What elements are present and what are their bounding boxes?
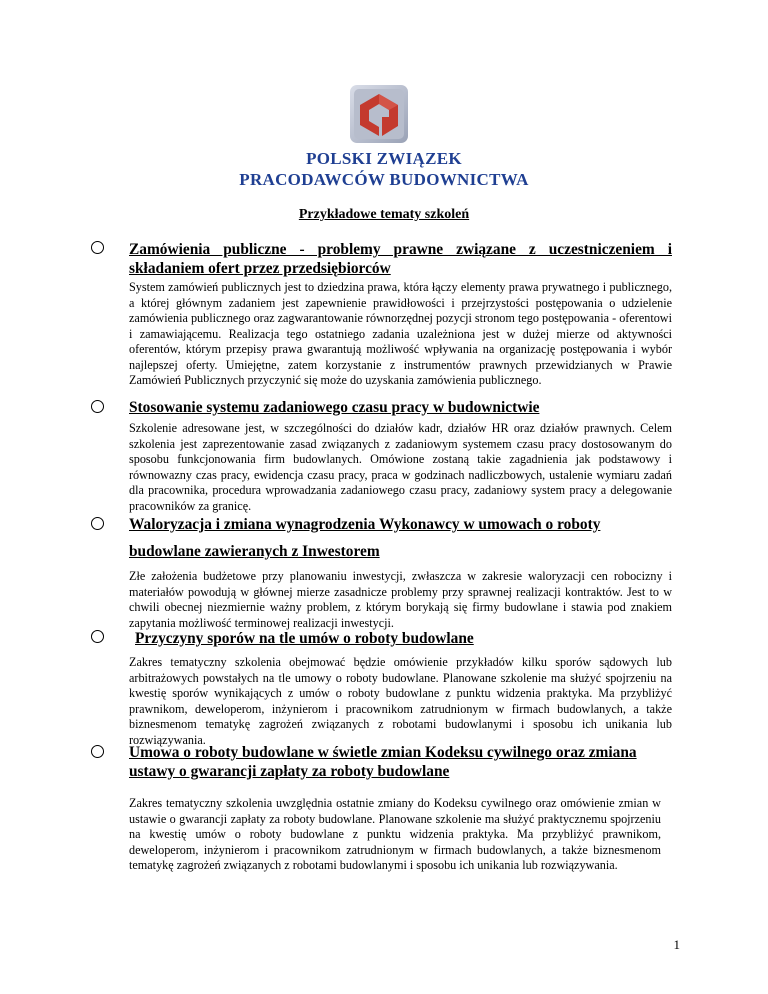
page-number: 1 — [673, 937, 680, 952]
topic-description: Złe założenia budżetowe przy planowaniu inwestycji, zwłaszcza w zakresie waloryzacji cen robocizny i materiałów powodują w głównej mierze zasadnicze problemy przy sprawnej realizacji kontraktów. Jest to w chwili obecnej niezmiernie ważny problem, z którym borykają się firmy budowlane i stawia pod znakiem zapytania możliwość terminowej realizacji inwestycji. — [129, 569, 672, 630]
bullet-icon — [91, 630, 104, 643]
topic-heading-line: Umowa o roboty budowlane w świetle zmian Kodeksu cywilnego oraz zmiana — [129, 744, 637, 761]
topic-heading — [129, 515, 672, 561]
topic-heading — [135, 629, 678, 648]
org-name-line-1: POLSKI ZWIĄZEK — [306, 149, 462, 168]
topic-heading — [129, 398, 672, 417]
bullet-icon — [91, 745, 104, 758]
pzpb-logo — [349, 84, 409, 144]
topic-heading-line: Stosowanie systemu zadaniowego czasu pracy w budownictwie — [129, 399, 540, 416]
topic-description: Zakres tematyczny szkolenia uwzględnia ostatnie zmiany do Kodeksu cywilnego oraz omówienie zmian w ustawie o gwarancji zapłaty za roboty budowlane. Planowane szkolenie ma służyć praktycznemu spojrzeniu na kwestię umów o roboty budowlane z punktu widzenia praktyka. Ma przybliżyć prawnikom, deweloperom, inżynierom i pracownikom zatrudnionym w firmach budowlanych, a także biznesmenom tematykę zagrożeń związanych z robotami budowlanymi i sposobu ich unikania lub rozwiązywania. — [129, 796, 661, 872]
topic-description: Zakres tematyczny szkolenia obejmować będzie omówienie przykładów kilku sporów sądowych lub arbitrażowych powstałych na tle umowy o roboty budowlane. Planowane szkolenie ma służyć spojrzeniu na kwestię sporów wynikających z umów o roboty budowlane z punktu widzenia praktyka. Ma przybliżyć prawnikom, deweloperom, inżynierom i pracownikom zatrudnionym w firmach budowlanych, a także biznesmenom tematykę zagrożeń związanych z robotami budowlanymi i sposobu ich unikania lub rozwiązywania. — [129, 655, 672, 747]
topic-heading — [129, 743, 672, 781]
org-name-line-2: PRACODAWCÓW BUDOWNICTWA — [239, 170, 529, 189]
topic-description: System zamówień publicznych jest to dziedzina prawa, która łączy elementy prawa prywatnego i publicznego, a której głównym zadaniem jest zapewnienie prawidłowości i przejrzystości postępowania o udzielenie zamówienia publicznego oraz zagwarantowanie równorzędnej pozycji stronom tego postępowania - oferentowi i zamawiającemu. Realizacja tego ostatniego zadania uzależniona jest w dużej mierze od aktywności oferentów, którym przepisy prawa gwarantują możliwość wpływania na organizację postępowania i wybór najlepszej oferty. Umiejętne, zatem korzystanie z instrumentów prawnych przewidzianych w Prawie Zamówień Publicznych przyczynić się może do uzyskania zamówienia publicznego. — [129, 280, 672, 387]
topic-heading-line: Waloryzacja i zmiana wynagrodzenia Wykonawcy w umowach o roboty — [129, 516, 601, 533]
document-title: Przykładowe tematy szkoleń — [298, 207, 470, 222]
topic-heading — [129, 240, 672, 278]
topic-heading-line: Przyczyny sporów na tle umów o roboty budowlane — [135, 630, 474, 647]
topic-heading-line: budowlane zawieranych z Inwestorem — [129, 543, 380, 560]
topic-heading-line: ustawy o gwarancji zapłaty za roboty budowlane — [129, 763, 450, 780]
bullet-icon — [91, 241, 104, 254]
bullet-icon — [91, 400, 104, 413]
topic-heading-line: składaniem ofert przez przedsiębiorców — [129, 260, 391, 277]
topic-description: Szkolenie adresowane jest, w szczególności do działów kadr, działów HR oraz działów prawnych. Celem szkolenia jest zaprezentowanie zasad związanych z zadaniowym systemem czasu pracy dostosowanym do sposobu funkcjonowania firm budowlanych. Omówione zostaną takie zagadnienia jak podstawowy i równowazny czas pracy, ewidencja czasu pracy, praca w godzinach nadliczbowych, ustalenie wymiaru zadań dla pracownika, procedura wprowadzania zadaniowego czasu pracy, zadaniowy system pracy a delegowanie pracowników za granicę. — [129, 421, 672, 513]
topic-heading-line: Zamówienia publiczne - problemy prawne związane z uczestniczeniem i — [129, 241, 672, 258]
bullet-icon — [91, 517, 104, 530]
